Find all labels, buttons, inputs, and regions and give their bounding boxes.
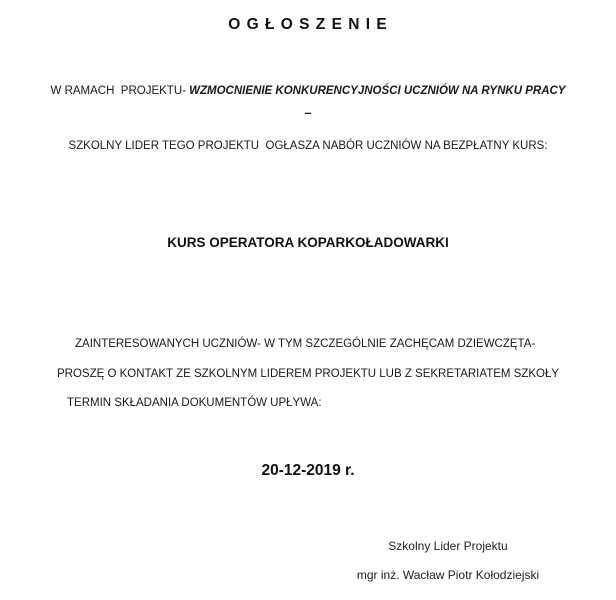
deadline-date: 20-12-2019 r.: [261, 462, 355, 479]
body-line-encouragement: ZAINTERESOWANYCH UCZNIÓW- W TYM SZCZEGÓLNIE ZACHĘCAM DZIEWCZĘTA-: [75, 338, 536, 350]
course-title: KURS OPERATORA KOPARKOŁADOWARKI: [167, 235, 449, 250]
dash-line: –: [304, 105, 312, 120]
announcement-heading: O G Ł O S Z E N I E: [228, 16, 388, 33]
signature-name: mgr inż. Wacław Piotr Kołodziejski: [356, 568, 540, 582]
project-intro-line: [0, 85, 616, 99]
body-line-deadline-label: TERMIN SKŁADANIA DOKUMENTÓW UPŁYWA:: [67, 397, 322, 409]
project-intro-prefix: W RAMACH PROJEKTU-: [50, 85, 190, 97]
signature-role: Szkolny Lider Projektu: [388, 539, 508, 553]
project-name: WZMOCNIENIE KONKURENCYJNOŚCI UCZNIÓW NA RYNKU PRACY: [189, 85, 566, 97]
recruitment-announcement-line: SZKOLNY LIDER TEGO PROJEKTU OGŁASZA NABÓR UCZNIÓW NA BEZPŁATNY KURS:: [68, 140, 548, 152]
body-line-contact: PROSZĘ O KONTAKT ZE SZKOLNYM LIDEREM PROJEKTU LUB Z SEKRETARIATEM SZKOŁY: [57, 368, 560, 380]
